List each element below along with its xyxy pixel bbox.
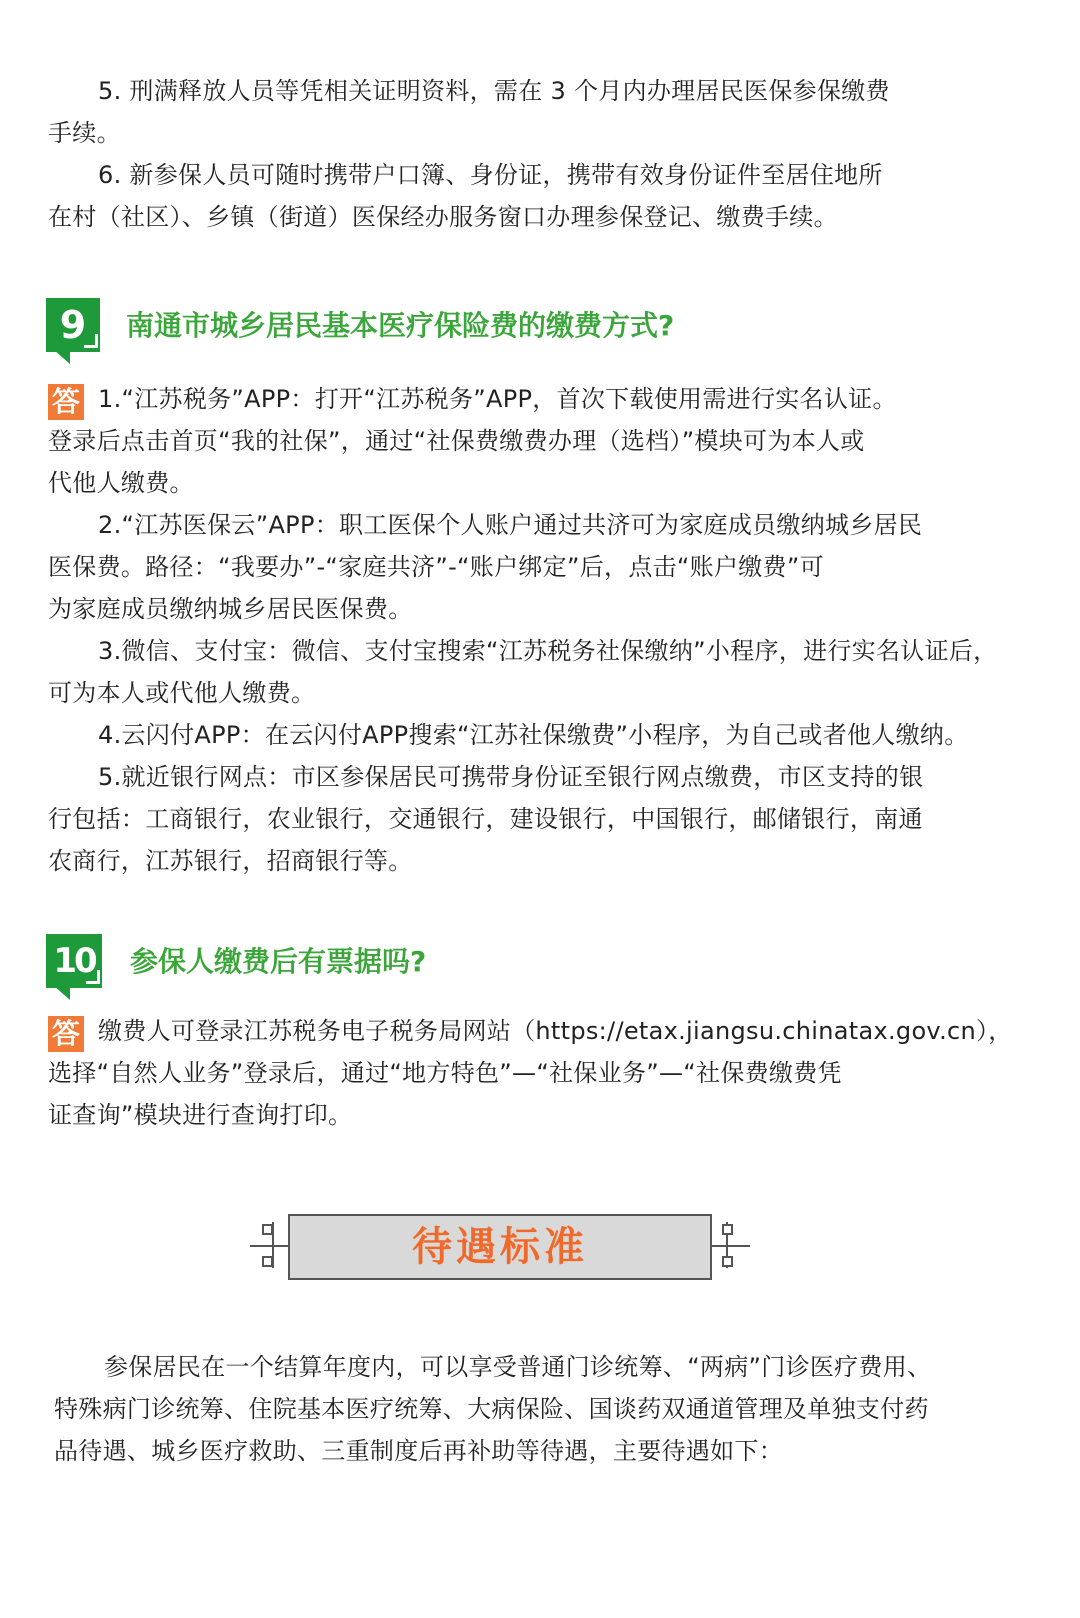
banner-ornament	[722, 1224, 733, 1235]
question-10-answer	[48, 1010, 1033, 1136]
question-number-badge: 9	[46, 298, 100, 352]
banner-left-line	[250, 1245, 290, 1247]
question-10-header	[46, 934, 1046, 1004]
para-6-line2: 在村（社区）、乡镇（街道）医保经办服务窗口办理参保登记、缴费手续。	[48, 203, 838, 231]
answer-line: 3.微信、支付宝：微信、支付宝搜索“江苏税务社保缴纳”小程序，进行实名认证后，	[98, 637, 998, 665]
banner-ornament	[262, 1224, 273, 1235]
section-banner	[250, 1214, 750, 1280]
para-5-line2: 手续。	[48, 119, 121, 147]
banner-right-line	[706, 1245, 750, 1247]
question-9-answer	[48, 378, 1033, 882]
para-5-line1: 5. 刑满释放人员等凭相关证明资料，需在 3 个月内办理居民医保参保缴费	[98, 77, 890, 105]
answer-line: 1.“江苏税务”APP：打开“江苏税务”APP，首次下载使用需进行实名认证。	[98, 385, 897, 413]
answer-line: 4.云闪付APP：在云闪付APP搜索“江苏社保缴费”小程序，为自己或者他人缴纳。	[98, 721, 969, 749]
answer-line: 选择“自然人业务”登录后，通过“地方特色”—“社保业务”—“社保费缴费凭	[48, 1059, 842, 1087]
banner-title: 待遇标准	[288, 1214, 712, 1280]
answer-line: 为家庭成员缴纳城乡居民医保费。	[48, 595, 413, 623]
answer-line: 5.就近银行网点：市区参保居民可携带身份证至银行网点缴费，市区支持的银	[98, 763, 924, 791]
answer-line: 证查询”模块进行查询打印。	[48, 1101, 353, 1129]
question-number-badge: 10	[46, 934, 102, 988]
top-section	[48, 70, 1033, 238]
benefits-line: 参保居民在一个结算年度内，可以享受普通门诊统筹、“两病”门诊医疗费用、	[104, 1353, 932, 1381]
answer-line: 登录后点击首页“我的社保”，通过“社保费缴费办理（选档）”模块可为本人或	[48, 427, 865, 455]
benefits-line: 特殊病门诊统筹、住院基本医疗统筹、大病保险、国谈药双通道管理及单独支付药	[54, 1395, 929, 1423]
benefits-section	[54, 1346, 1039, 1472]
badge-tail	[54, 986, 70, 1000]
banner-ornament	[722, 1256, 733, 1267]
para-6-line1: 6. 新参保人员可随时携带户口簿、身份证，携带有效身份证件至居住地所	[98, 161, 883, 189]
answer-line: 农商行，江苏银行，招商银行等。	[48, 847, 413, 875]
answer-line: 2.“江苏医保云”APP：职工医保个人账户通过共济可为家庭成员缴纳城乡居民	[98, 511, 923, 539]
answer-line: 缴费人可登录江苏税务电子税务局网站（https://etax.jiangsu.chinatax.gov.cn），	[98, 1017, 1013, 1045]
banner-ornament	[262, 1256, 273, 1267]
benefits-line: 品待遇、城乡医疗救助、三重制度后再补助等待遇，主要待遇如下：	[54, 1437, 783, 1465]
answer-line: 代他人缴费。	[48, 469, 194, 497]
answer-line: 医保费。路径：“我要办”-“家庭共济”-“账户绑定”后，点击“账户缴费”可	[48, 553, 824, 581]
answer-line: 行包括：工商银行，农业银行，交通银行，建设银行，中国银行，邮储银行，南通	[48, 805, 923, 833]
question-title: 南通市城乡居民基本医疗保险费的缴费方式?	[126, 309, 675, 342]
badge-tail	[54, 350, 70, 364]
answer-badge: 答	[48, 384, 84, 420]
badge-corner-mark	[86, 970, 100, 984]
answer-line: 可为本人或代他人缴费。	[48, 679, 316, 707]
badge-corner-mark	[84, 334, 98, 348]
question-title: 参保人缴费后有票据吗?	[130, 945, 427, 978]
question-9-header	[46, 298, 1046, 368]
answer-badge: 答	[48, 1016, 84, 1052]
